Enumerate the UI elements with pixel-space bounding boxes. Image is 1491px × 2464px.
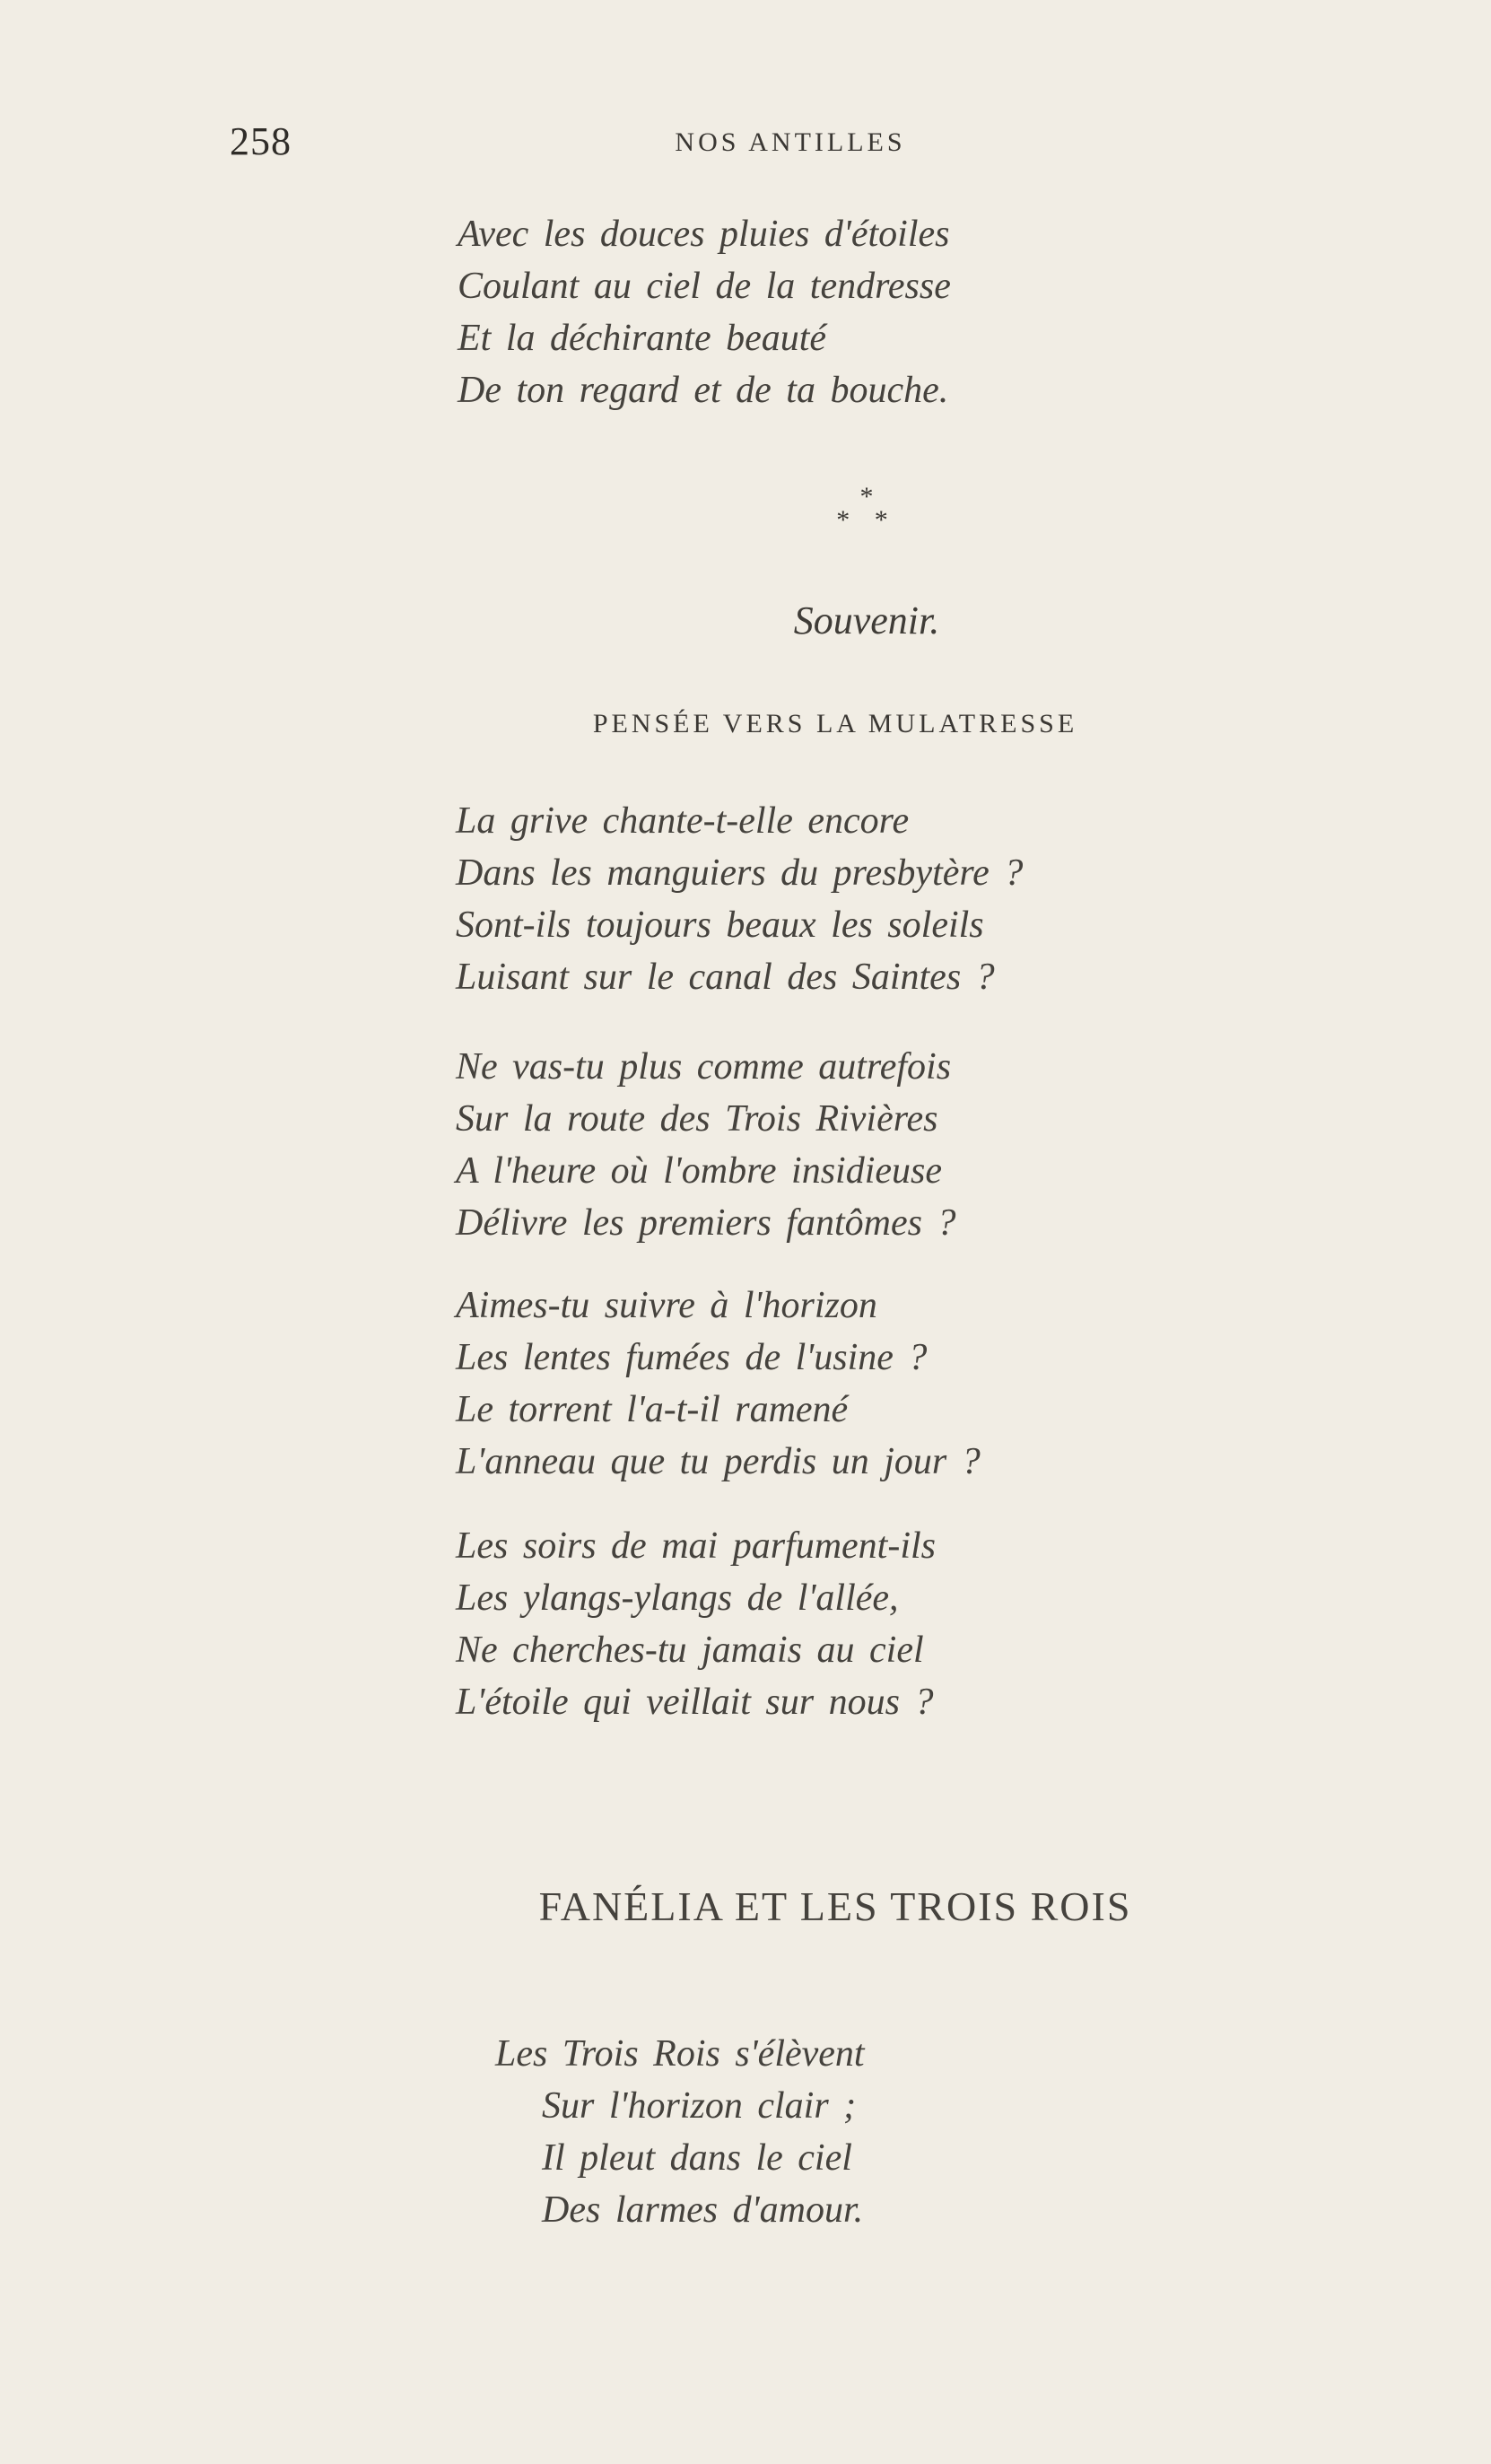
- running-head: NOS ANTILLES: [675, 127, 906, 157]
- verse-line: De ton regard et de ta bouche.: [458, 370, 949, 411]
- asterism-bottom: * *: [836, 505, 897, 535]
- verse-line: L'étoile qui veillait sur nous ?: [456, 1682, 934, 1723]
- verse-line: Luisant sur le canal des Saintes ?: [456, 957, 995, 998]
- verse-line: Sur la route des Trois Rivières: [456, 1098, 938, 1140]
- verse-line: Il pleut dans le ciel: [542, 2137, 852, 2179]
- verse-line: A l'heure où l'ombre insidieuse: [456, 1150, 943, 1192]
- stanza-4: [456, 1520, 936, 1728]
- verse-line: Les lentes fumées de l'usine ?: [456, 1337, 928, 1378]
- poem-title: Souvenir.: [793, 599, 940, 642]
- verse-line: Les soirs de mai parfument-ils: [456, 1525, 937, 1567]
- verse-line: Sur l'horizon clair ;: [542, 2085, 857, 2127]
- poem-subtitle: PENSÉE VERS LA MULATRESSE: [592, 709, 1078, 738]
- section-stanza: [495, 2028, 865, 2236]
- verse-line: Des larmes d'amour.: [542, 2189, 864, 2231]
- verse-line: Ne vas-tu plus comme autrefois: [456, 1046, 952, 1088]
- page-number: 258: [230, 119, 292, 163]
- verse-line: Dans les manguiers du presbytère ?: [456, 852, 1024, 894]
- verse-line: Et la déchirante beauté: [458, 318, 827, 359]
- asterism-top: *: [859, 482, 874, 511]
- verse-line: La grive chante-t-elle encore: [456, 800, 910, 842]
- stanza-1: [456, 795, 1023, 1003]
- verse-line: Aimes-tu suivre à l'horizon: [456, 1285, 877, 1326]
- verse-line: Le torrent l'a-t-il ramené: [456, 1389, 849, 1430]
- stanza-continued: [458, 208, 951, 416]
- verse-line: Coulant au ciel de la tendresse: [458, 266, 951, 307]
- verse-line: Les Trois Rois s'élèvent: [495, 2033, 865, 2075]
- verse-line: Les ylangs-ylangs de l'allée,: [456, 1577, 899, 1619]
- verse-line: Sont-ils toujours beaux les soleils: [456, 904, 984, 946]
- asterism-divider: [0, 482, 1491, 535]
- verse-line: L'anneau que tu perdis un jour ?: [456, 1441, 981, 1482]
- verse-line: Avec les douces pluies d'étoiles: [458, 214, 950, 255]
- stanza-2: [456, 1041, 955, 1249]
- section-title: FANÉLIA ET LES TROIS ROIS: [538, 1883, 1132, 1929]
- verse-line: Ne cherches-tu jamais au ciel: [456, 1630, 924, 1671]
- stanza-3: [456, 1280, 981, 1488]
- verse-line: Délivre les premiers fantômes ?: [456, 1202, 956, 1244]
